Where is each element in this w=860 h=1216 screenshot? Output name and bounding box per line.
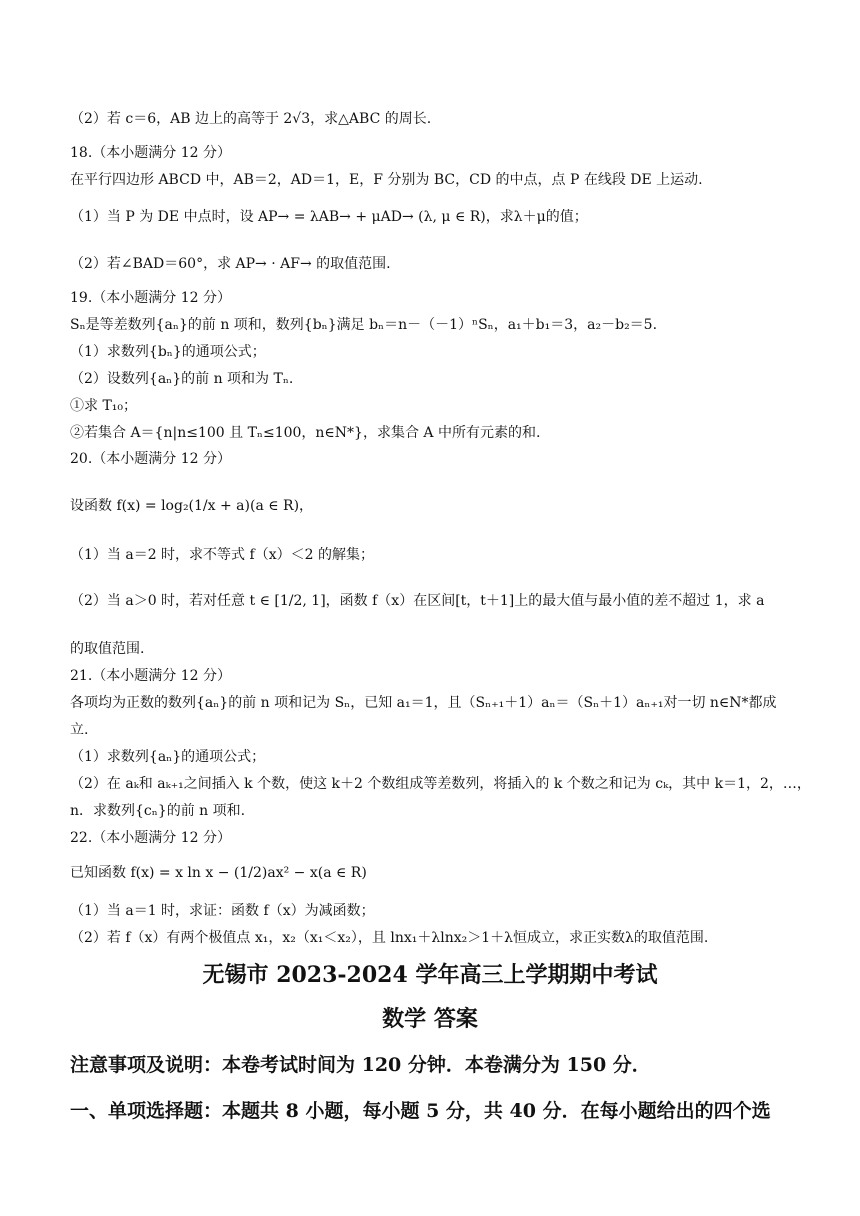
q18-stem: 在平行四边形 ABCD 中，AB＝2，AD＝1，E，F 分别为 BC，CD 的中点，点 P 在线段 DE 上运动. bbox=[70, 172, 703, 188]
q19-part2-sub1: ①求 T₁₀； bbox=[70, 398, 138, 414]
q18-heading: 18.（本小题满分 12 分） bbox=[70, 145, 231, 161]
q21-part2: （2）在 aₖ和 aₖ₊₁之间插入 k 个数，使这 k＋2 个数组成等差数列，将插入的 k 个数之和记为 cₖ，其中 k＝1，2，…， bbox=[70, 776, 811, 792]
answer-title: 无锡市 2023-2024 学年高三上学期期中考试 bbox=[202, 962, 658, 988]
q20-part1: （1）当 a＝2 时，求不等式 f（x）＜2 的解集； bbox=[70, 547, 374, 563]
q21-stem-cont: 立. bbox=[70, 722, 89, 738]
q20-part2-cont: 的取值范围. bbox=[70, 641, 145, 657]
q21-stem: 各项均为正数的数列{aₙ}的前 n 项和记为 Sₙ，已知 a₁＝1，且（Sₙ₊₁＋1）aₙ＝（Sₙ＋1）aₙ₊₁对一切 n∈N*都成 bbox=[70, 695, 777, 711]
notice-text: 注意事项及说明：本卷考试时间为 120 分钟．本卷满分为 150 分． bbox=[70, 1054, 651, 1076]
q19-heading: 19.（本小题满分 12 分） bbox=[70, 290, 231, 306]
q20-part2: （2）当 a＞0 时，若对任意 t ∈ [1/2, 1]，函数 f（x）在区间[t，t＋1]上的最大值与最小值的差不超过 1，求 a bbox=[70, 593, 765, 609]
q21-heading: 21.（本小题满分 12 分） bbox=[70, 668, 231, 684]
q19-stem: Sₙ是等差数列{aₙ}的前 n 项和，数列{bₙ}满足 bₙ＝n－（－1）ⁿSₙ，a₁＋b₁＝3，a₂－b₂＝5. bbox=[70, 317, 658, 333]
section-one-heading: 一、单项选择题：本题共 8 小题，每小题 5 分，共 40 分．在每小题给出的四个选 bbox=[70, 1100, 771, 1122]
q22-stem: 已知函数 f(x) = x ln x − (1/2)ax² − x(a ∈ R) bbox=[70, 865, 367, 881]
q21-part1: （1）求数列{aₙ}的通项公式； bbox=[70, 749, 266, 765]
q22-heading: 22.（本小题满分 12 分） bbox=[70, 830, 231, 846]
q20-heading: 20.（本小题满分 12 分） bbox=[70, 451, 231, 467]
q19-part2-sub2: ②若集合 A＝{n|n≤100 且 Tₙ≤100，n∈N*}，求集合 A 中所有元素的和. bbox=[70, 425, 541, 441]
q20-stem: 设函数 f(x) = log₂(1/x + a)(a ∈ R)， bbox=[70, 498, 314, 514]
answer-subtitle: 数学 答案 bbox=[382, 1006, 478, 1032]
q19-part1: （1）求数列{bₙ}的通项公式； bbox=[70, 344, 266, 360]
q18-part2: （2）若∠BAD＝60°，求 AP→ · AF→ 的取值范围. bbox=[70, 256, 391, 272]
q22-part2: （2）若 f（x）有两个极值点 x₁，x₂（x₁＜x₂），且 lnx₁＋λlnx₂＞1＋λ恒成立，求正实数λ的取值范围. bbox=[70, 930, 709, 946]
q19-part2: （2）设数列{aₙ}的前 n 项和为 Tₙ. bbox=[70, 371, 294, 387]
q21-part2-cont: n．求数列{cₙ}的前 n 项和. bbox=[70, 803, 246, 819]
q18-part1: （1）当 P 为 DE 中点时，设 AP→ = λAB→ + μAD→ (λ, μ ∈ R)，求λ＋μ的值； bbox=[70, 209, 588, 225]
q17-part2: （2）若 c＝6，AB 边上的高等于 2√3，求△ABC 的周长. bbox=[70, 111, 432, 127]
q22-part1: （1）当 a＝1 时，求证：函数 f（x）为减函数； bbox=[70, 903, 375, 919]
